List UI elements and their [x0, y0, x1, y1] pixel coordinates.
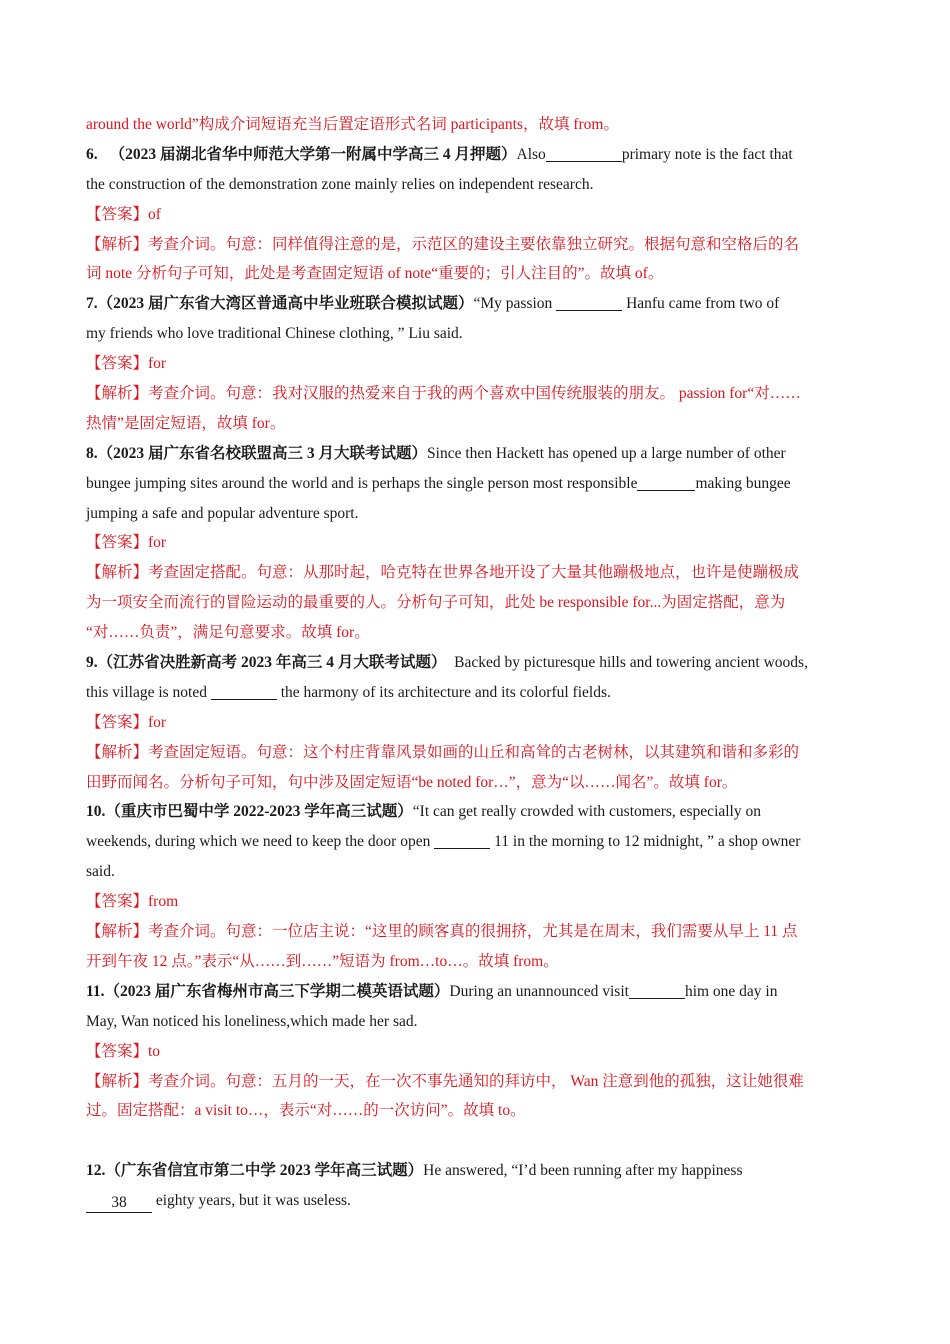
answer-blank-numbered: 38: [86, 1194, 152, 1213]
explanation-continuation: [86, 110, 864, 140]
question-text: the construction of the demonstration zone mainly relies on independent research.: [86, 175, 594, 193]
spacer: [86, 1126, 864, 1156]
explanation-6: [86, 230, 864, 260]
question-text: him one day in: [684, 982, 778, 1000]
answer-blank: [629, 982, 685, 999]
explanation-text: 【解析】考查介词。句意：我对汉服的热爱来自于我的两个喜欢中国传统服装的朋友。 passion for“对……: [86, 385, 801, 403]
question-text: the harmony of its architecture and its colorful fields.: [280, 683, 611, 701]
explanation-text: 开到午夜 12 点。”表示“从……到……”短语为 from…to…。故填 from。: [86, 952, 559, 970]
explanation-text: 田野而闻名。分析句子可知，句中涉及固定短语“be noted for…”，意为“以……闻名”。故填 for。: [86, 773, 738, 791]
question-number: 12.: [86, 1162, 106, 1180]
question-text: weekends, during which we need to keep the door open: [86, 833, 431, 851]
explanation-8-line-2: [86, 588, 864, 618]
explanation-7: [86, 379, 864, 409]
question-number: 6.: [86, 145, 98, 163]
question-text: Since then Hackett has opened up a large number of other: [427, 444, 786, 462]
document-content: [86, 110, 864, 1216]
question-source: （2023 届湖北省华中师范大学第一附属中学高三 4 月押题）: [109, 145, 517, 163]
question-number: 11.: [86, 982, 105, 1000]
answer-blank: [556, 294, 622, 311]
explanation-7-line-2: [86, 409, 864, 439]
question-source: （2023 届广东省名校联盟高三 3 月大联考试题）: [97, 444, 428, 462]
question-6: [86, 140, 864, 170]
question-source: （2023 届广东省梅州市高三下学期二模英语试题）: [104, 982, 450, 1000]
explanation-8-line-3: [86, 618, 864, 648]
question-number: 8.: [86, 444, 98, 462]
explanation-10: [86, 917, 864, 947]
question-source: （重庆市巴蜀中学 2022-2023 学年高三试题）: [105, 803, 413, 821]
question-6-line-2: [86, 170, 864, 200]
explanation-text: 【解析】考查固定搭配。句意：从那时起，哈克特在世界各地开设了大量其他蹦极地点，也许是使蹦极成: [86, 564, 800, 582]
question-11: [86, 977, 864, 1007]
answer-text: 【答案】from: [86, 893, 179, 911]
answer-9: [86, 708, 864, 738]
question-9: [86, 648, 864, 678]
answer-blank: [546, 145, 622, 162]
explanation-text: 【解析】考查介词。句意：五月的一天，在一次不事先通知的拜访中， Wan 注意到他的孤独，这让她很难: [86, 1072, 804, 1090]
explanation-9: [86, 738, 864, 768]
text: around the world”构成介词短语充当后置定语形式名词 participants，故填 from。: [86, 116, 619, 133]
question-text: Backed by picturesque hills and towering ancient woods,: [454, 654, 808, 672]
answer-blank: [434, 832, 490, 849]
answer-11: [86, 1037, 864, 1067]
explanation-text: 【解析】考查固定短语。句意：这个村庄背靠风景如画的山丘和高耸的古老树林，以其建筑和谐和多彩的: [86, 743, 800, 761]
explanation-text: 【解析】考查介词。句意：一位店主说：“这里的顾客真的很拥挤，尤其是在周末，我们需要从早上 11 点: [86, 923, 798, 941]
question-number: 9.: [86, 654, 98, 672]
question-text: During an unannounced visit: [449, 982, 629, 1000]
answer-8: [86, 528, 864, 558]
question-text: jumping a safe and popular adventure sport.: [86, 504, 359, 522]
explanation-text: 【解析】考查介词。句意：同样值得注意的是，示范区的建设主要依靠独立研究。根据句意和空格后的名: [86, 235, 800, 253]
question-text: bungee jumping sites around the world and is perhaps the single person most responsible: [86, 474, 638, 492]
question-text: my friends who love traditional Chinese clothing, ” Liu said.: [86, 325, 463, 343]
question-12-line-2: [86, 1186, 864, 1216]
question-text: Hanfu came from two of: [626, 295, 780, 313]
answer-text: 【答案】to: [86, 1042, 161, 1060]
question-8-line-3: [86, 499, 864, 529]
question-text: eighty years, but it was useless.: [155, 1192, 351, 1210]
question-text: this village is noted: [86, 683, 207, 701]
answer-10: [86, 887, 864, 917]
question-11-line-2: [86, 1007, 864, 1037]
explanation-6-line-2: [86, 259, 864, 289]
explanation-8: [86, 558, 864, 588]
question-10-line-2: [86, 827, 864, 857]
explanation-text: 过。固定搭配：a visit to…，表示“对……的一次访问”。故填 to。: [86, 1102, 526, 1120]
question-7: [86, 289, 864, 319]
question-10-line-3: [86, 857, 864, 887]
question-text: making bungee: [695, 474, 791, 492]
question-text: Also: [516, 145, 546, 163]
answer-text: 【答案】of: [86, 205, 161, 223]
explanation-10-line-2: [86, 947, 864, 977]
answer-blank: [637, 474, 695, 491]
explanation-11: [86, 1067, 864, 1097]
question-text: said.: [86, 863, 115, 881]
explanation-text: “对……负责”，满足句意要求。故填 for。: [86, 624, 370, 642]
question-10: [86, 797, 864, 827]
question-12: [86, 1156, 864, 1186]
question-8: [86, 439, 864, 469]
question-text: “It can get really crowded with customers, especially on: [412, 803, 761, 821]
question-text: May, Wan noticed his loneliness,which made her sad.: [86, 1012, 418, 1030]
question-9-line-2: [86, 678, 864, 708]
question-number: 7.: [86, 295, 98, 313]
question-source: （广东省信宜市第二中学 2023 学年高三试题）: [105, 1162, 424, 1180]
explanation-text: 词 note 分析句子可知，此处是考查固定短语 of note“重要的；引人注目的”。故填 of。: [86, 265, 664, 283]
explanation-9-line-2: [86, 768, 864, 798]
question-7-line-2: [86, 319, 864, 349]
question-source: （江苏省决胜新高考 2023 年高三 4 月大联考试题）: [97, 654, 447, 672]
explanation-text: 热情”是固定短语，故填 for。: [86, 414, 286, 432]
question-text: 11 in the morning to 12 midnight, ” a shop owner: [494, 833, 801, 851]
question-text: “My passion: [473, 295, 553, 313]
question-8-line-2: [86, 469, 864, 499]
answer-blank: [211, 683, 277, 700]
question-text: He answered, “I’d been running after my happiness: [423, 1162, 743, 1180]
question-text: primary note is the fact that: [621, 145, 793, 163]
answer-6: [86, 200, 864, 230]
question-source: （2023 届广东省大湾区普通高中毕业班联合模拟试题）: [97, 295, 474, 313]
answer-text: 【答案】for: [86, 355, 167, 373]
answer-7: [86, 349, 864, 379]
answer-text: 【答案】for: [86, 713, 167, 731]
explanation-11-line-2: [86, 1096, 864, 1126]
explanation-text: 为一项安全而流行的冒险运动的最重要的人。分析句子可知，此处 be responsible for...为固定搭配，意为: [86, 594, 786, 612]
answer-text: 【答案】for: [86, 534, 167, 552]
question-number: 10.: [86, 803, 106, 821]
